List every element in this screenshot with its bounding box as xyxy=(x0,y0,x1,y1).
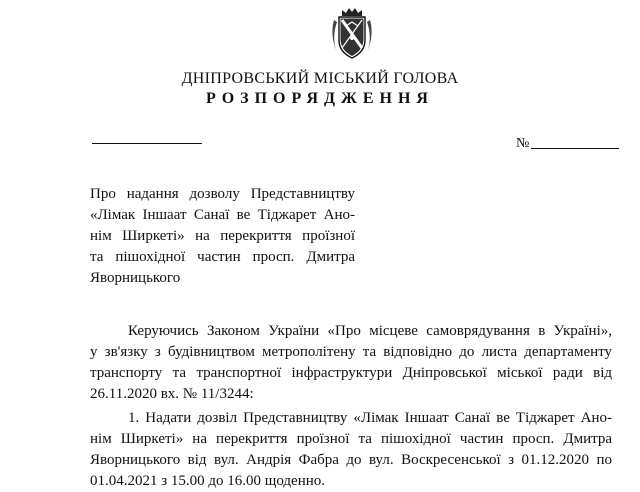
date-blank-line xyxy=(92,143,202,144)
clause-line: нім Ширкеті» на перекриття проїзної та пішохідної частин просп. Дмитра xyxy=(90,431,612,447)
registration-number xyxy=(516,136,619,152)
number-sign: № xyxy=(516,136,530,151)
clause-line: 01.04.2021 з 15.00 до 16.00 щоденно. xyxy=(90,473,326,489)
subject-line: Яворницького xyxy=(90,270,181,286)
preamble-paragraph xyxy=(90,321,612,405)
clause-1-paragraph xyxy=(90,408,612,492)
number-blank-line xyxy=(531,148,619,149)
clause-line: 1. Надати дозвіл Представництву «Лімак Іншаат Санаї ве Тіджарет Ано- xyxy=(128,410,612,426)
city-coat-of-arms-icon xyxy=(328,6,376,62)
subject-line: «Лімак Іншаат Санаї ве Тіджарет Ано- xyxy=(90,207,355,223)
document-type: РОЗПОРЯДЖЕННЯ xyxy=(206,90,434,107)
issuer-title: ДНІПРОВСЬКИЙ МІСЬКИЙ ГОЛОВА xyxy=(181,70,459,87)
clause-line: Яворницького від вул. Андрія Фабра до вул. Воскресенської з 01.12.2020 по xyxy=(90,452,612,468)
subject-heading xyxy=(90,184,355,289)
subject-line: Про надання дозволу Представництву xyxy=(90,186,355,202)
subject-line: та пішохідної частин просп. Дмитра xyxy=(90,249,355,265)
preamble-line: транспорту та транспортної інфраструктури Дніпровської міської ради від xyxy=(90,365,612,381)
preamble-line: Керуючись Законом України «Про місцеве самоврядування в Україні», xyxy=(128,323,612,339)
subject-line: нім Ширкеті» на перекриття проїзної xyxy=(90,228,355,244)
preamble-line: у зв'язку з будівництвом метрополітену та відповідно до листа департаменту xyxy=(90,344,612,360)
preamble-line: 26.11.2020 вх. № 11/3244: xyxy=(90,386,254,402)
